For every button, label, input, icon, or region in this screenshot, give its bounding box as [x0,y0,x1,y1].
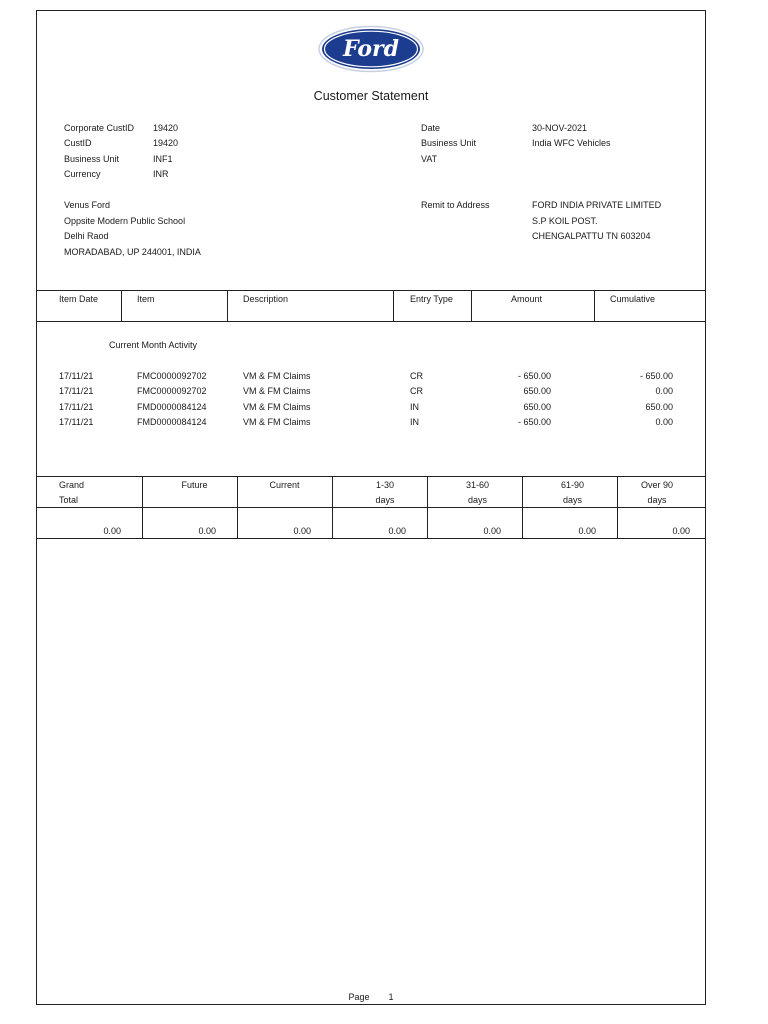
table-divider [37,476,705,477]
row-item: FMD0000084124 [137,417,207,427]
row-amount: - 650.00 [517,371,551,381]
row-description: VM & FM Claims [243,371,311,381]
remit-line: S.P KOIL POST. [532,216,598,226]
custid-label: CustID [64,138,92,148]
aging-value: 0.00 [672,526,690,536]
corporate-custid-value: 19420 [153,123,179,133]
row-item: FMD0000084124 [137,402,207,412]
aging-header-line1: Future [181,480,208,490]
business-unit-label: Business Unit [64,154,120,164]
row-entry-type: IN [410,417,419,427]
aging-value: 0.00 [198,526,216,536]
address-line: Delhi Raod [64,231,109,241]
page-footer [37,992,705,1002]
row-cumulative: 650.00 [645,402,673,412]
currency-label: Currency [64,169,101,179]
row-cumulative: - 650.00 [639,371,673,381]
aging-header-line1: Current [269,480,300,490]
aging-value: 0.00 [483,526,501,536]
aging-header-line2: days [647,495,667,505]
row-entry-type: CR [410,386,423,396]
row-date: 17/11/21 [59,386,94,396]
row-description: VM & FM Claims [243,386,311,396]
row-cumulative: 0.00 [655,417,673,427]
column-divider [393,290,394,321]
row-date: 17/11/21 [59,417,94,427]
date-label: Date [421,123,441,133]
header-item: Item [137,294,155,304]
row-amount: - 650.00 [517,417,551,427]
header-amount: Amount [511,294,543,304]
date-value: 30-NOV-2021 [532,123,588,133]
aging-header-line1: 61-90 [560,480,585,490]
aging-value: 0.00 [293,526,311,536]
column-divider [142,476,143,538]
column-divider [471,290,472,321]
statement-title: Customer Statement [313,89,429,103]
section-label: Current Month Activity [109,340,198,350]
aging-header-line2: days [562,495,582,505]
address-line: MORADABAD, UP 244001, INDIA [64,247,201,257]
table-divider [37,507,705,508]
statement-page [36,10,706,1005]
remit-line: FORD INDIA PRIVATE LIMITED [532,200,662,210]
address-line: Venus Ford [64,200,111,210]
remit-label: Remit to Address [421,200,490,210]
column-divider [227,290,228,321]
row-amount: 650.00 [523,386,551,396]
column-divider [332,476,333,538]
aging-value: 0.00 [388,526,406,536]
row-date: 17/11/21 [59,371,94,381]
row-item: FMC0000092702 [137,386,207,396]
header-cumulative: Cumulative [610,294,656,304]
aging-header-line2: days [467,495,487,505]
aging-value: 0.00 [103,526,121,536]
ford-logo [317,25,425,73]
currency-value: INR [153,169,169,179]
aging-header-line1: 31-60 [465,480,490,490]
svg-text:Ford: Ford [342,36,400,62]
vat-label: VAT [421,154,438,164]
business-unit-right-label: Business Unit [421,138,477,148]
aging-value: 0.00 [578,526,596,536]
row-description: VM & FM Claims [243,417,311,427]
business-unit-right-value: India WFC Vehicles [532,138,611,148]
page-label: Page [348,992,370,1002]
aging-header-line1: Over 90 [640,480,673,490]
row-amount: 650.00 [523,402,551,412]
header-description: Description [243,294,289,304]
row-cumulative: 0.00 [655,386,673,396]
aging-header-line2: days [375,495,395,505]
table-divider [37,290,705,291]
aging-header-line1: Grand [59,480,85,490]
header-item-date: Item Date [59,294,99,304]
row-date: 17/11/21 [59,402,94,412]
row-description: VM & FM Claims [243,402,311,412]
business-unit-value: INF1 [153,154,173,164]
row-entry-type: IN [410,402,419,412]
aging-header-line2: Total [59,495,79,505]
remit-line: CHENGALPATTU TN 603204 [532,231,651,241]
column-divider [594,290,595,321]
corporate-custid-label: Corporate CustID [64,123,135,133]
column-divider [121,290,122,321]
table-divider [37,538,705,539]
address-line: Oppsite Modern Public School [64,216,186,226]
custid-value: 19420 [153,138,179,148]
row-entry-type: CR [410,371,423,381]
table-divider [37,321,705,322]
row-item: FMC0000092702 [137,371,207,381]
aging-header-line1: 1-30 [375,480,394,490]
page-number: 1 [388,992,394,1002]
header-entry-type: Entry Type [410,294,453,304]
